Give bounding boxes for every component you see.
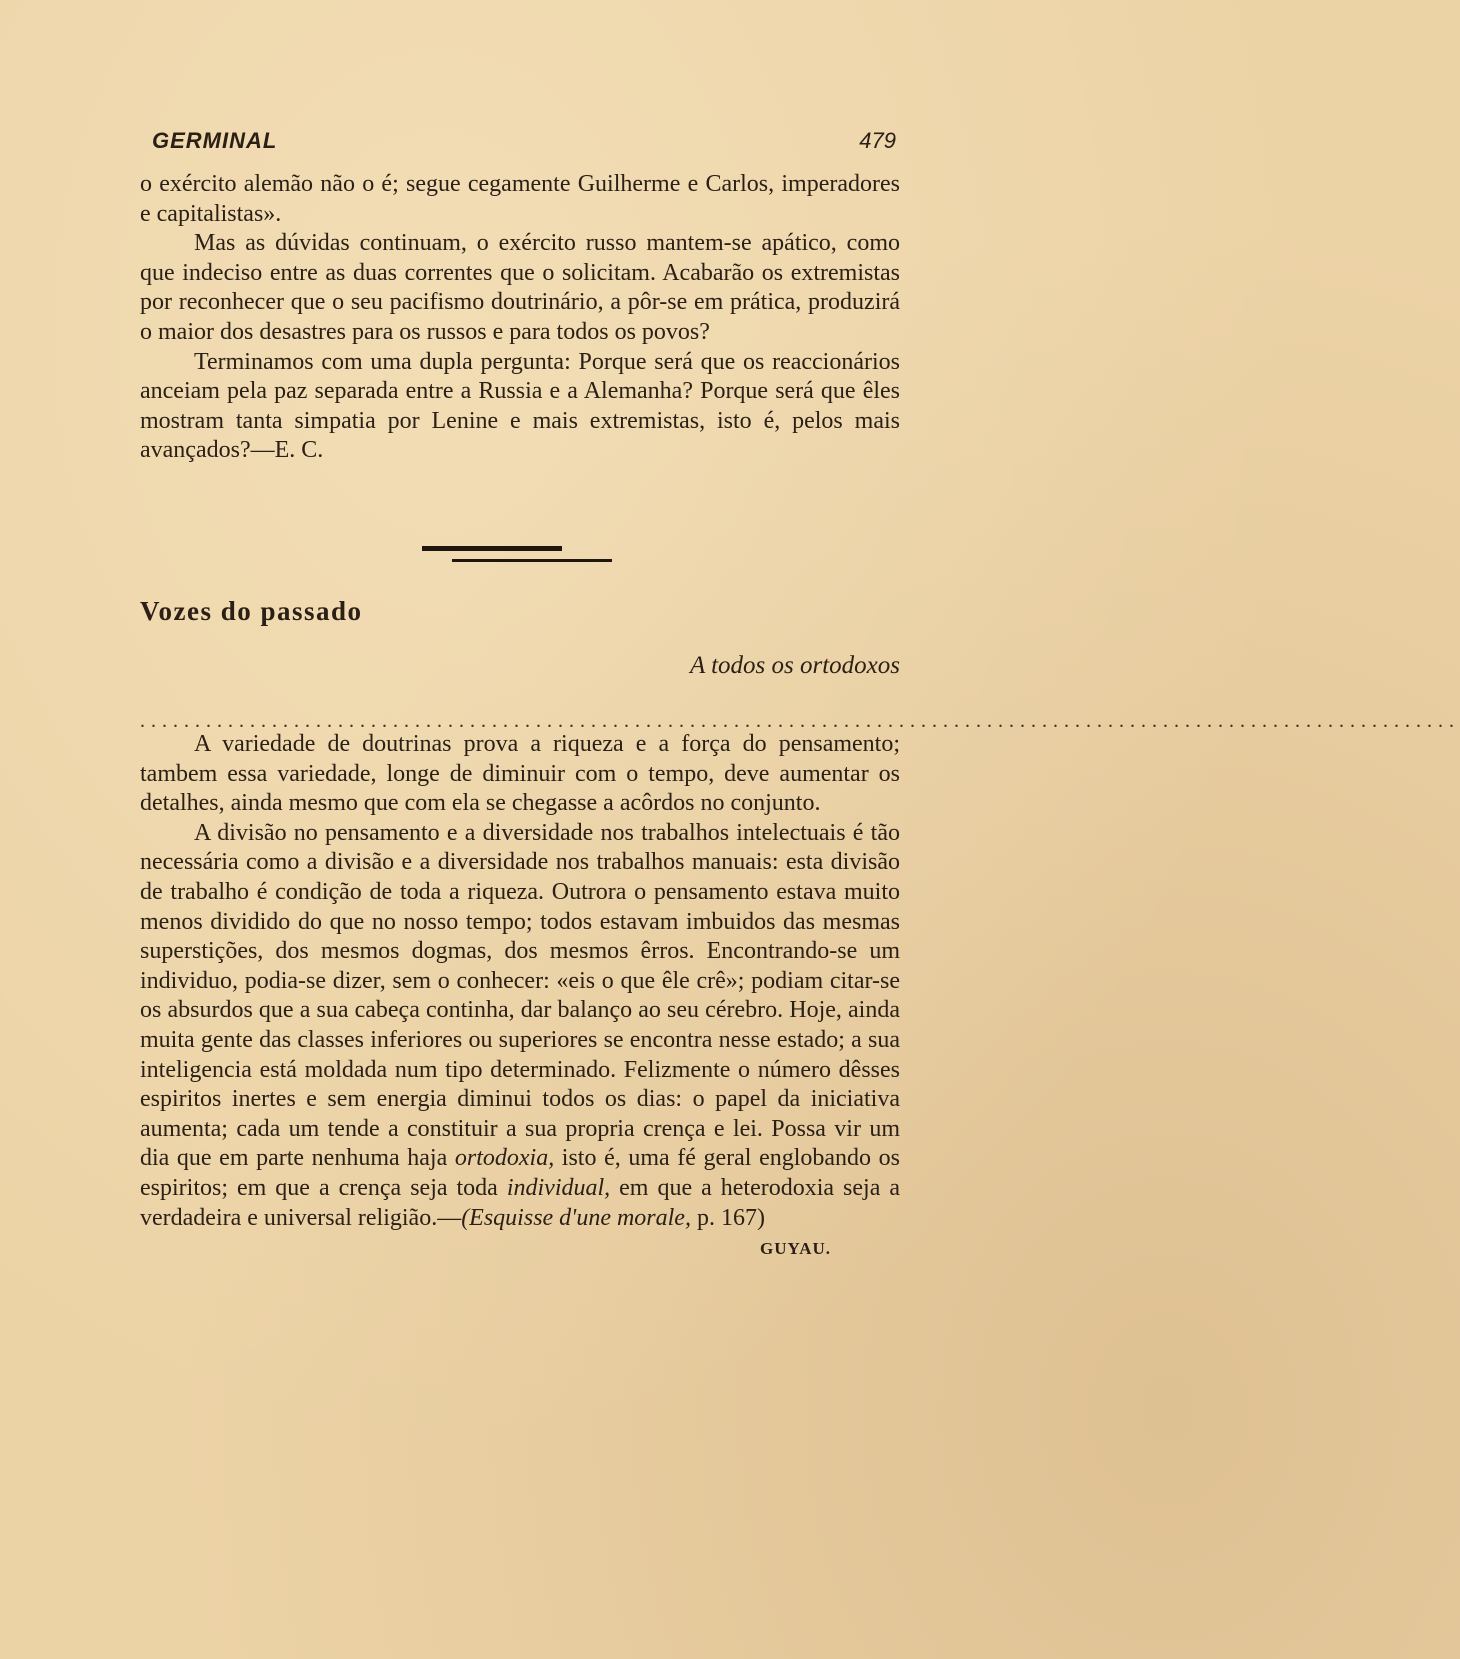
paragraph: o exército alemão não o é; segue cegamente Guilherme e Carlos, imperadores e capitalistas». xyxy=(140,171,900,227)
article-ending xyxy=(140,170,900,466)
paragraph: Mas as dúvidas continuam, o exército russo mantem-se apático, como que indeciso entre as duas correntes que o solicitam. Acabarão os extremistas por reconhecer que o seu pacifismo doutrinário, a pôr-se em prática, produzirá o maior dos desastres para os russos e para todos os povos? xyxy=(140,230,900,345)
running-head xyxy=(152,128,896,158)
section-heading: Vozes do passado xyxy=(140,596,363,626)
paragraph: A variedade de doutrinas prova a riqueza e a força do pensamento; tambem essa variedade, longe de diminuir com o tempo, deve aumentar os detalhes, ainda mesmo que com ela se chegasse a acôrdos no conjunto. xyxy=(140,731,900,817)
section-divider-rule xyxy=(422,546,562,551)
source-page: p. 167) xyxy=(690,1204,765,1231)
paragraph-text: em que a heterodoxia seja a verdadeira e universal religião.— xyxy=(140,1174,901,1231)
page-number: 479 xyxy=(859,128,896,153)
quoted-text xyxy=(140,730,900,1233)
section-divider-rule xyxy=(452,559,612,562)
paragraph-text: isto é, uma fé geral englobando os espiritos; em que a crença seja toda xyxy=(140,1145,901,1201)
dotted-leader: ........................................................................................................................ xyxy=(140,710,1460,732)
paragraph: Terminamos com uma dupla pergunta: Porque será que os reaccionários anceiam pela paz separada entre a Russia e a Alemanha? Porque será que êles mostram tanta simpatia por Lenine e mais extremistas, isto é, pelos mais avançados?—E. C. xyxy=(140,348,900,464)
running-title: GERMINAL xyxy=(152,128,278,153)
author-name: GUYAU. xyxy=(760,1239,832,1258)
source-title: (Esquisse d'une morale, xyxy=(461,1204,691,1231)
dedication: A todos os ortodoxos xyxy=(690,652,900,679)
paragraph xyxy=(140,819,900,1233)
emphasis: ortodoxia, xyxy=(454,1145,555,1172)
emphasis: individual, xyxy=(506,1174,611,1201)
author-signature xyxy=(760,1239,831,1259)
paragraph-text: A divisão no pensamento e a diversidade nos trabalhos intelectuais é tão necessária como a divisão e a diversidade nos trabalhos manuais: esta divisão de trabalho é condição de toda a riqueza. Outrora o pensamento estava muito menos dividido do que no nosso tempo; todos estavam imbuidos das mesmas superstições, dos mesmos dogmas, dos mesmos êrros. Encontrando-se um individuo, podia-se dizer, sem o conhecer: «eis o que êle crê»; podiam citar-se os absurdos que a sua cabeça continha, dar balanço ao seu cérebro. Hoje, ainda muita gente das classes inferiores ou superiores se encontra nesse estado; a sua inteligencia está moldada num tipo determinado. Felizmente o número dêsses espiritos inertes e sem energia diminui todos os dias: o papel da iniciativa aumenta; cada um tende a constituir a sua propria crença e lei. Possa vir um dia que em parte nenhuma haja xyxy=(140,819,900,1172)
